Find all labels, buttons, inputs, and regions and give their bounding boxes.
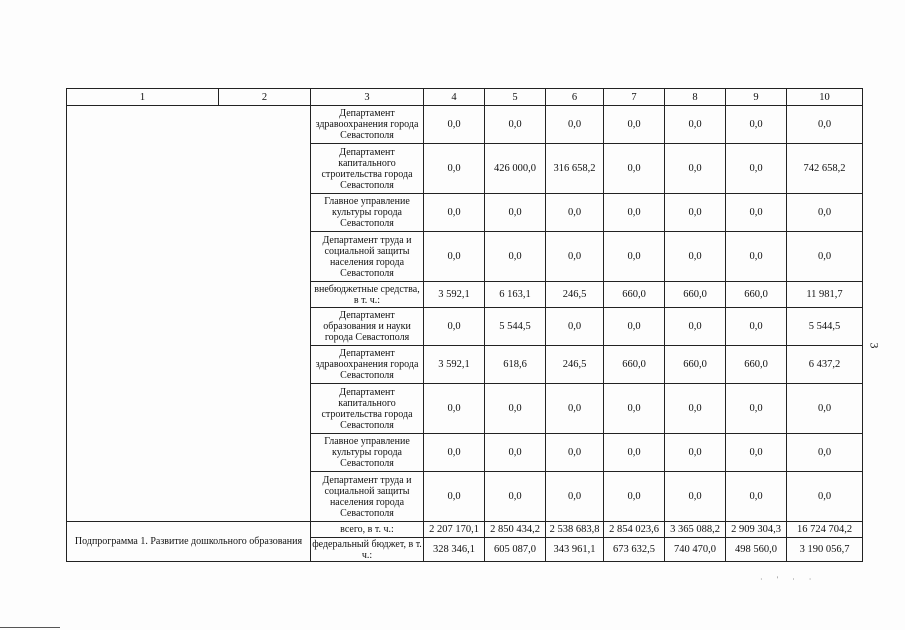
row-label: внебюджетные средства, в т. ч.: [311, 282, 424, 308]
column-number: 3 [311, 89, 424, 106]
value-cell: 0,0 [726, 194, 787, 232]
value-cell: 0,0 [604, 232, 665, 282]
column-number: 4 [424, 89, 485, 106]
row-label: всего, в т. ч.: [311, 522, 424, 538]
value-cell: 498 560,0 [726, 538, 787, 562]
value-cell: 660,0 [726, 282, 787, 308]
value-cell: 0,0 [485, 434, 546, 472]
table-row [67, 106, 863, 144]
value-cell: 0,0 [424, 384, 485, 434]
value-cell: 660,0 [665, 346, 726, 384]
value-cell: 0,0 [485, 232, 546, 282]
value-cell: 2 538 683,8 [546, 522, 604, 538]
row-label: Департамент труда и социальной защиты населения города Севастополя [311, 472, 424, 522]
value-cell: 0,0 [726, 384, 787, 434]
value-cell: 0,0 [424, 194, 485, 232]
row-label: Департамент капитального строительства города Севастополя [311, 384, 424, 434]
value-cell: 0,0 [665, 194, 726, 232]
value-cell: 0,0 [787, 232, 863, 282]
value-cell: 0,0 [726, 472, 787, 522]
value-cell: 0,0 [787, 384, 863, 434]
column-number-row [67, 89, 863, 106]
value-cell: 2 850 434,2 [485, 522, 546, 538]
value-cell: 0,0 [787, 472, 863, 522]
value-cell: 2 207 170,1 [424, 522, 485, 538]
value-cell: 0,0 [604, 144, 665, 194]
value-cell: 660,0 [726, 346, 787, 384]
value-cell: 2 909 304,3 [726, 522, 787, 538]
scan-specks: · ' · · [760, 575, 818, 584]
value-cell: 3 592,1 [424, 346, 485, 384]
row-label: Департамент труда и социальной защиты населения города Севастополя [311, 232, 424, 282]
value-cell: 0,0 [485, 472, 546, 522]
value-cell: 0,0 [424, 308, 485, 346]
value-cell: 343 961,1 [546, 538, 604, 562]
value-cell: 11 981,7 [787, 282, 863, 308]
row-label: Департамент образования и науки города Севастополя [311, 308, 424, 346]
value-cell: 0,0 [424, 144, 485, 194]
value-cell: 660,0 [604, 282, 665, 308]
value-cell: 246,5 [546, 346, 604, 384]
value-cell: 0,0 [665, 434, 726, 472]
value-cell: 246,5 [546, 282, 604, 308]
value-cell: 0,0 [485, 384, 546, 434]
value-cell: 673 632,5 [604, 538, 665, 562]
value-cell: 328 346,1 [424, 538, 485, 562]
value-cell: 0,0 [604, 308, 665, 346]
value-cell: 0,0 [604, 472, 665, 522]
value-cell: 6 437,2 [787, 346, 863, 384]
value-cell: 0,0 [546, 106, 604, 144]
value-cell: 16 724 704,2 [787, 522, 863, 538]
scan-artifact-line [0, 627, 60, 628]
value-cell: 0,0 [546, 384, 604, 434]
value-cell: 0,0 [665, 384, 726, 434]
subprogram-title: Подпрограмма 1. Развитие дошкольного образования [67, 522, 311, 562]
value-cell: 0,0 [665, 144, 726, 194]
value-cell: 0,0 [726, 434, 787, 472]
value-cell: 3 365 088,2 [665, 522, 726, 538]
page-number: 3 [867, 342, 882, 349]
value-cell: 0,0 [665, 308, 726, 346]
value-cell: 0,0 [424, 472, 485, 522]
value-cell: 0,0 [424, 434, 485, 472]
row-label: Главное управление культуры города Севастополя [311, 194, 424, 232]
value-cell: 0,0 [665, 232, 726, 282]
value-cell: 426 000,0 [485, 144, 546, 194]
value-cell: 316 658,2 [546, 144, 604, 194]
value-cell: 618,6 [485, 346, 546, 384]
row-label: Департамент капитального строительства города Севастополя [311, 144, 424, 194]
row-label: Главное управление культуры города Севастополя [311, 434, 424, 472]
value-cell: 0,0 [546, 308, 604, 346]
value-cell: 0,0 [726, 308, 787, 346]
value-cell: 0,0 [604, 106, 665, 144]
value-cell: 6 163,1 [485, 282, 546, 308]
column-number: 10 [787, 89, 863, 106]
value-cell: 0,0 [726, 106, 787, 144]
budget-table [66, 88, 863, 562]
value-cell: 0,0 [787, 194, 863, 232]
value-cell: 740 470,0 [665, 538, 726, 562]
value-cell: 0,0 [546, 472, 604, 522]
column-number: 7 [604, 89, 665, 106]
value-cell: 0,0 [604, 194, 665, 232]
value-cell: 0,0 [665, 106, 726, 144]
row-label: федеральный бюджет, в т. ч.: [312, 538, 422, 561]
value-cell: 660,0 [665, 282, 726, 308]
value-cell: 0,0 [546, 194, 604, 232]
value-cell: 5 544,5 [787, 308, 863, 346]
value-cell: 742 658,2 [787, 144, 863, 194]
column-number: 9 [726, 89, 787, 106]
value-cell: 3 190 056,7 [787, 538, 863, 562]
value-cell: 0,0 [424, 106, 485, 144]
value-cell: 605 087,0 [485, 538, 546, 562]
value-cell: 0,0 [546, 434, 604, 472]
row-label: Департамент здравоохранения города Севастополя [311, 346, 424, 384]
column-number: 6 [546, 89, 604, 106]
value-cell: 2 854 023,6 [604, 522, 665, 538]
value-cell: 0,0 [787, 434, 863, 472]
value-cell: 0,0 [485, 194, 546, 232]
row-label: Департамент здравоохранения города Севастополя [311, 106, 424, 144]
column-number: 5 [485, 89, 546, 106]
value-cell: 0,0 [424, 232, 485, 282]
value-cell: 0,0 [546, 232, 604, 282]
column-number: 2 [219, 89, 311, 106]
value-cell: 0,0 [726, 144, 787, 194]
column-number: 1 [67, 89, 219, 106]
value-cell: 0,0 [665, 472, 726, 522]
value-cell: 0,0 [726, 232, 787, 282]
value-cell: 0,0 [604, 384, 665, 434]
value-cell: 3 592,1 [424, 282, 485, 308]
value-cell: 0,0 [485, 106, 546, 144]
column-number: 8 [665, 89, 726, 106]
value-cell: 0,0 [604, 434, 665, 472]
value-cell: 5 544,5 [485, 308, 546, 346]
subprogram-row [67, 522, 863, 538]
value-cell: 0,0 [787, 106, 863, 144]
value-cell: 660,0 [604, 346, 665, 384]
merged-empty-cell [67, 106, 311, 522]
